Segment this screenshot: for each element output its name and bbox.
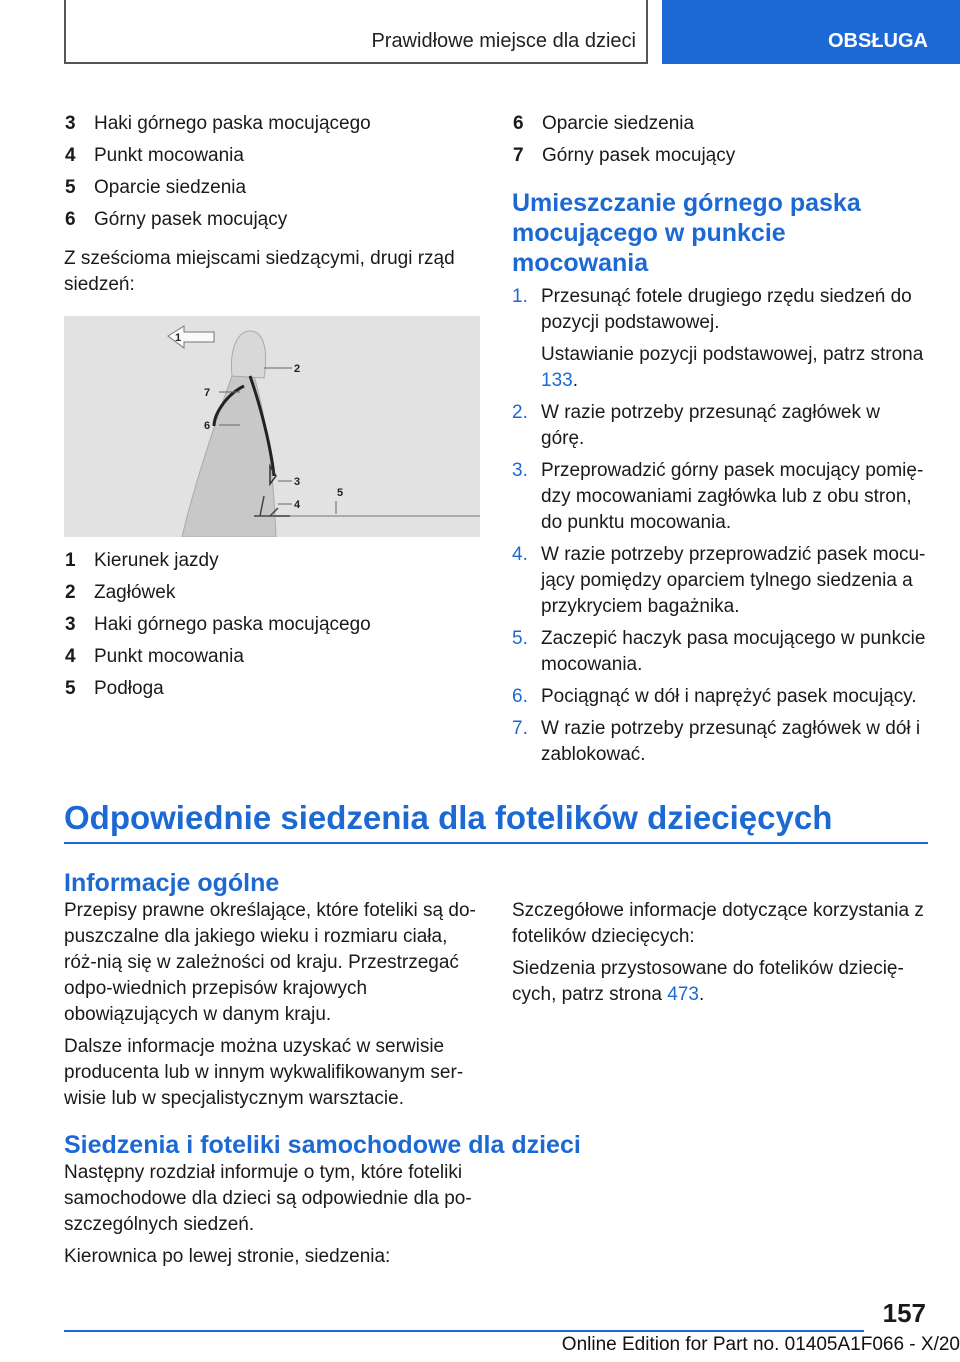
list-item: 5 Oparcie siedzenia (65, 177, 247, 198)
general-info-left (64, 868, 480, 1112)
subheading-general: Informacje ogólne (64, 869, 280, 897)
list-item: 4 Punkt mocowania (65, 145, 244, 166)
list-item: 4 Punkt mocowania (65, 646, 244, 667)
figure-legend (64, 545, 480, 705)
page-link[interactable]: 133 (541, 370, 573, 391)
list-item: 7 Górny pasek mocujący (513, 145, 736, 166)
headrest-diagram (64, 316, 480, 537)
legend-list-top (64, 108, 480, 236)
step: 7. W razie potrzeby przesunąć zagłówek w dół i zablokować. (512, 718, 921, 765)
left-column (64, 108, 480, 298)
step: 3. Przeprowadzić górny pasek mocujący pomię‐dzy mocowaniami zagłówka lub z obu stron, do punktu mocowania. (512, 460, 924, 533)
step: 2. W razie potrzeby przesunąć zagłówek w górę. (512, 402, 880, 449)
figure-label: 3 (294, 476, 301, 488)
intro-text: Z sześcioma miejscami siedzącymi, drugi rząd siedzeń: (64, 248, 455, 295)
child-seats-section (64, 1130, 928, 1270)
list-item: 3 Haki górnego paska mocującego (65, 113, 371, 134)
list-item: 3 Haki górnego paska mocującego (65, 614, 371, 635)
paragraph: Przepisy prawne określające, które foteliki są do‐puszczalne dla jakiego wieku i rozmiaru ciała, róż‐nią się w zależności od kraju. Przestrzegać odpo‐wiednich przepisów krajowych obowiązujących w danym kraju. (64, 900, 476, 1025)
step: 4. W razie potrzeby przeprowadzić pasek mocu‐jący pomiędzy oparciem tylnego siedzenia a przykryciem bagażnika. (512, 544, 926, 617)
paragraph: Kierownica po lewej stronie, siedzenia: (64, 1246, 391, 1267)
list-item: 6 Górny pasek mocujący (65, 209, 288, 230)
section-2 (64, 798, 928, 844)
figure-label: 2 (294, 363, 301, 375)
list-item: 1 Kierunek jazdy (65, 550, 219, 571)
page-link[interactable]: 473 (667, 984, 699, 1005)
list-item: 2 Zagłówek (65, 582, 176, 603)
page-number: 157 (882, 1298, 926, 1328)
section-tab: OBSŁUGA (662, 0, 960, 64)
figure-label: 4 (294, 499, 301, 511)
figure-label: 5 (337, 487, 344, 499)
step: 6. Pociągnąć w dół i naprężyć pasek mocujący. (512, 686, 917, 707)
figure-label: 1 (175, 332, 182, 344)
chapter-title: Prawidłowe miejsce dla dzieci (371, 30, 636, 52)
paragraph: Dalsze informacje można uzyskać w serwisie producenta lub w innym wykwalifikowanym ser‐wisie lub w specjalistycznym warsztacie. (64, 1036, 464, 1109)
section-rule (64, 842, 928, 844)
step: 1. Przesunąć fotele drugiego rzędu siedzeń do pozycji podstawowej. (512, 286, 912, 333)
procedure-heading: Umieszczanie górnego paska mocującego w punkcie mocowania (512, 189, 861, 277)
page-header (0, 0, 960, 66)
list-item: 5 Podłoga (65, 678, 164, 699)
section-title: Odpowiednie siedzenia dla fotelików dziecięcych (64, 799, 833, 836)
diagram-svg (64, 316, 480, 537)
footer-rule (64, 1330, 864, 1332)
paragraph: Następny rozdział informuje o tym, które foteliki samochodowe dla dzieci są odpowiednie dla po‐szczególnych siedzeń. (64, 1162, 472, 1235)
paragraph: Szczegółowe informacje dotyczące korzystania z fotelików dziecięcych: (512, 900, 924, 947)
subheading-child-seats: Siedzenia i foteliki samochodowe dla dzieci (64, 1131, 581, 1159)
paragraph: Siedzenia przystosowane do fotelików dziecię‐cych, patrz strona 473. (512, 958, 904, 1005)
right-column (512, 108, 928, 768)
edition-footer: Online Edition for Part no. 01405A1F066 - X/20 (561, 1334, 960, 1355)
step: 5. Zaczepić haczyk pasa mocującego w punkcie mocowania. (512, 628, 926, 675)
general-info-right (512, 898, 928, 1008)
figure-label: 6 (204, 420, 211, 432)
step-note: Ustawianie pozycji podstawowej, patrz strona 133. (541, 344, 924, 391)
figure-label: 7 (204, 387, 211, 399)
procedure-steps (512, 284, 928, 768)
list-item: 6 Oparcie siedzenia (513, 113, 695, 134)
